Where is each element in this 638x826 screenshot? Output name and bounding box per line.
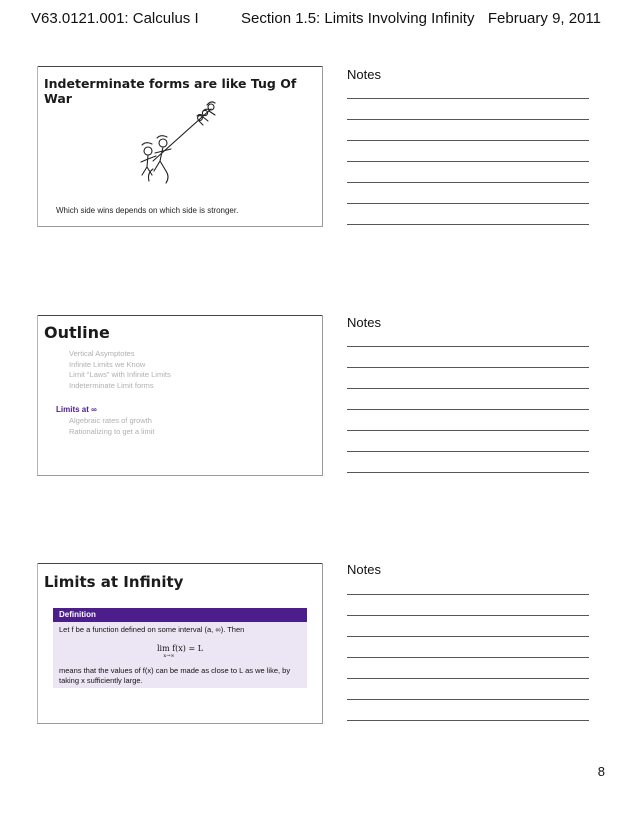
slide-tug-of-war [37, 66, 323, 227]
note-line [347, 388, 589, 389]
date-header: February 9, 2011 [487, 10, 601, 27]
note-line [347, 346, 589, 347]
definition-box [53, 608, 307, 688]
slide-caption: Which side wins depends on which side is stronger. [56, 206, 239, 215]
note-line [347, 367, 589, 368]
slide-title: Outline [44, 323, 110, 342]
notes-area-1 [347, 67, 589, 82]
slide-top-rule [38, 563, 322, 564]
tug-of-war-illustration [133, 99, 233, 191]
outline-item: Infinite Limits we Know [69, 359, 146, 369]
note-line [347, 203, 589, 204]
note-line [347, 430, 589, 431]
notes-label: Notes [347, 562, 381, 577]
slide-top-rule [38, 66, 322, 67]
outline-active-section [56, 405, 97, 414]
slide-limits-at-infinity [37, 563, 323, 724]
note-line [347, 182, 589, 183]
page-number: 8 [597, 764, 605, 779]
slide-outline [37, 315, 323, 476]
note-line [347, 451, 589, 452]
note-line [347, 161, 589, 162]
note-line [347, 720, 589, 721]
note-line [347, 678, 589, 679]
slide-title: Indeterminate forms are like Tug Of War [44, 76, 297, 106]
notes-area-2 [347, 315, 589, 330]
limit-subscript: x→∞ [163, 653, 175, 659]
outline-item: Rationalizing to get a limit [69, 426, 155, 436]
limit-formula: lim f(x) = L [156, 643, 204, 653]
course-header: V63.0121.001: Calculus I [31, 10, 199, 27]
note-line [347, 699, 589, 700]
note-line [347, 594, 589, 595]
outline-item: Limit “Laws” with Infinite Limits [69, 370, 171, 379]
notes-label: Notes [347, 315, 381, 330]
outline-item: Vertical Asymptotes [69, 349, 135, 358]
note-line [347, 119, 589, 120]
section-header: Section 1.5: Limits Involving Infinity [241, 10, 475, 27]
note-line [347, 472, 589, 473]
note-line [347, 98, 589, 99]
limit-expression [59, 644, 301, 662]
infinity-symbol: ∞ [91, 405, 97, 414]
note-line [347, 636, 589, 637]
definition-body [53, 622, 307, 690]
notes-label: Notes [347, 67, 381, 82]
note-line [347, 615, 589, 616]
note-line [347, 409, 589, 410]
definition-heading: Definition [53, 608, 307, 622]
definition-line-1: Let f be a function defined on some interval (a, ∞). Then [59, 625, 245, 634]
outline-item: Algebraic rates of growth [69, 416, 152, 425]
note-line [347, 657, 589, 658]
definition-line-2: means that the values of f(x) can be made as close to L as we like, by taking x sufficiently large. [59, 665, 291, 685]
note-line [347, 224, 589, 225]
slide-title: Limits at Infinity [44, 573, 184, 591]
slide-top-rule [38, 315, 322, 316]
outline-active-label: Limits at [56, 405, 89, 414]
notes-area-3 [347, 562, 589, 577]
note-line [347, 140, 589, 141]
outline-item: Indeterminate Limit forms [69, 380, 154, 390]
